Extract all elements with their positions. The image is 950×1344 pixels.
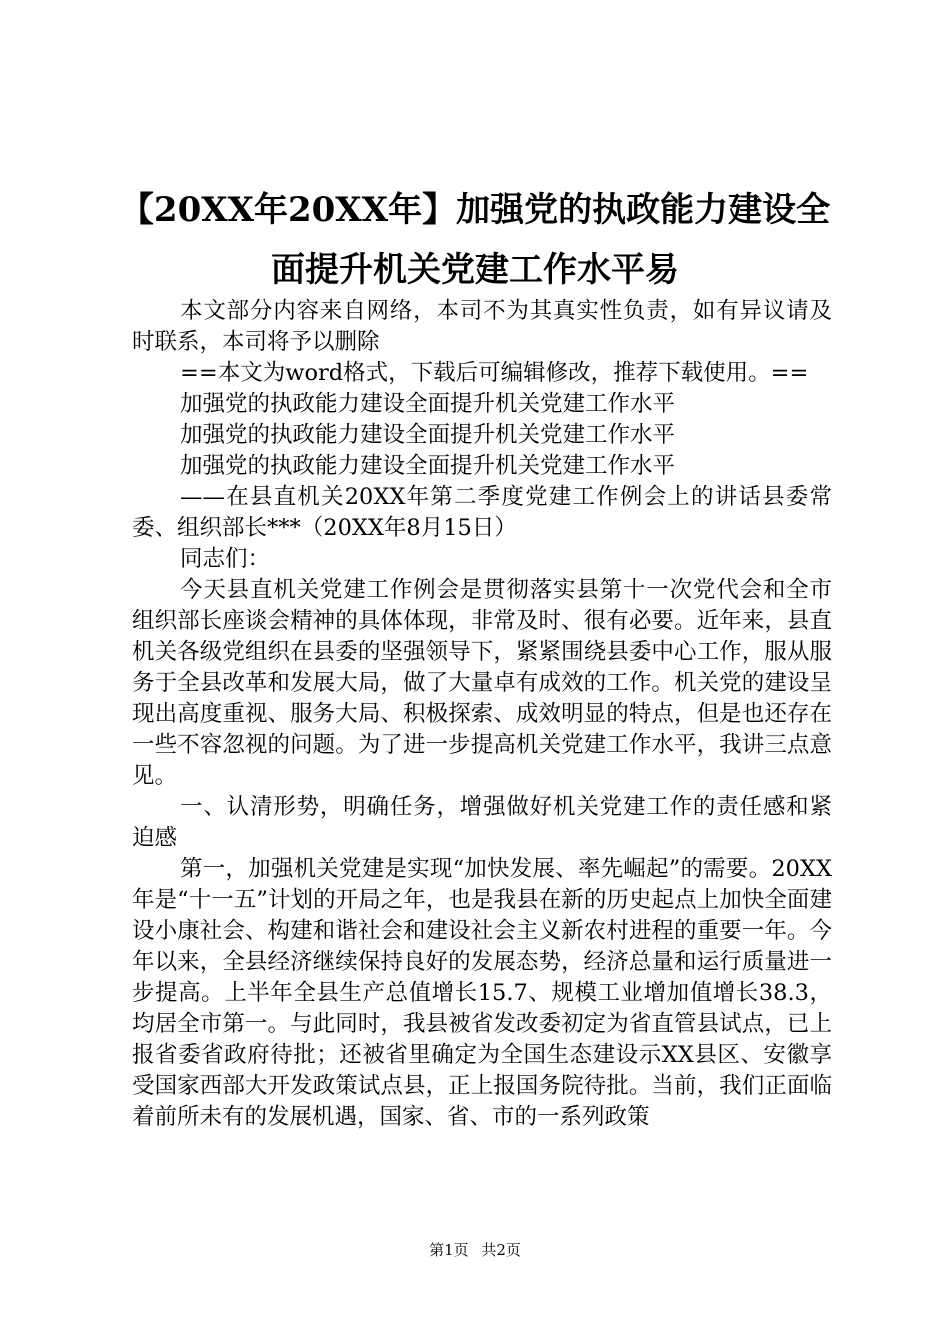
section-heading: 一、认清形势，明确任务，增强做好机关党建工作的责任感和紧迫感 bbox=[132, 794, 832, 851]
disclaimer-paragraph: 本文部分内容来自网络，本司不为其真实性负责，如有异议请及时联系，本司将予以删除 bbox=[132, 298, 832, 355]
heading-repeat-1: 加强党的执政能力建设全面提升机关党建工作水平 bbox=[180, 391, 676, 417]
heading-repeat-2: 加强党的执政能力建设全面提升机关党建工作水平 bbox=[180, 422, 676, 448]
body-paragraph: 第一，加强机关党建是实现“加快发展、率先崛起”的需要。20XX年是“十一五”计划的开局之年，也是我县在新的历史起点上加快全面建设小康社会、构建和谐社会和建设社会主义新农村进程的重要一年。今年以来，全县经济继续保持良好的发展态势，经济总量和运行质量进一步提高。上半年全县生产总值增长15.7、规模工业增加值增长38.3，均居全市第一。与此同时，我县被省发改委初定为省直管县试点，已上报省委省政府待批；还被省里确定为全国生态建设示XX县区、安徽享受国家西部大开发政策试点县，正上报国务院待批。当前，我们正面临着前所未有的发展机遇，国家、省、市的一系列政策 bbox=[132, 856, 832, 1130]
format-note-paragraph: ==本文为word格式，下载后可编辑修改，推荐下载使用。== bbox=[180, 360, 809, 386]
page-footer bbox=[0, 1240, 950, 1260]
heading-repeat-3: 加强党的执政能力建设全面提升机关党建工作水平 bbox=[180, 453, 676, 479]
salutation: 同志们： bbox=[180, 546, 271, 572]
page-number: 第1页 bbox=[429, 1241, 469, 1259]
body-paragraph: 今天县直机关党建工作例会是贯彻落实县第十一次党代会和全市组织部长座谈会精神的具体体现，非常及时、很有必要。近年来，县直机关各级党组织在县委的坚强领导下，紧紧围绕县委中心工作，服从服务于全县改革和发展大局，做了大量卓有成效的工作。机关党的建设呈现出高度重视、服务大局、积极探索、成效明显的特点，但是也还存在一些不容忽视的问题。为了进一步提高机关党建工作水平，我讲三点意见。 bbox=[132, 577, 832, 789]
document-title-line-1: 【20XX年20XX年】加强党的执政能力建设全 bbox=[119, 190, 831, 230]
document-title-line-2: 面提升机关党建工作水平易 bbox=[271, 250, 679, 290]
speech-subtitle: ——在县直机关20XX年第二季度党建工作例会上的讲话县委常委、组织部长***（20XX年8月15日） bbox=[132, 484, 832, 541]
page-total: 共2页 bbox=[481, 1241, 521, 1259]
document-body bbox=[132, 296, 832, 1133]
